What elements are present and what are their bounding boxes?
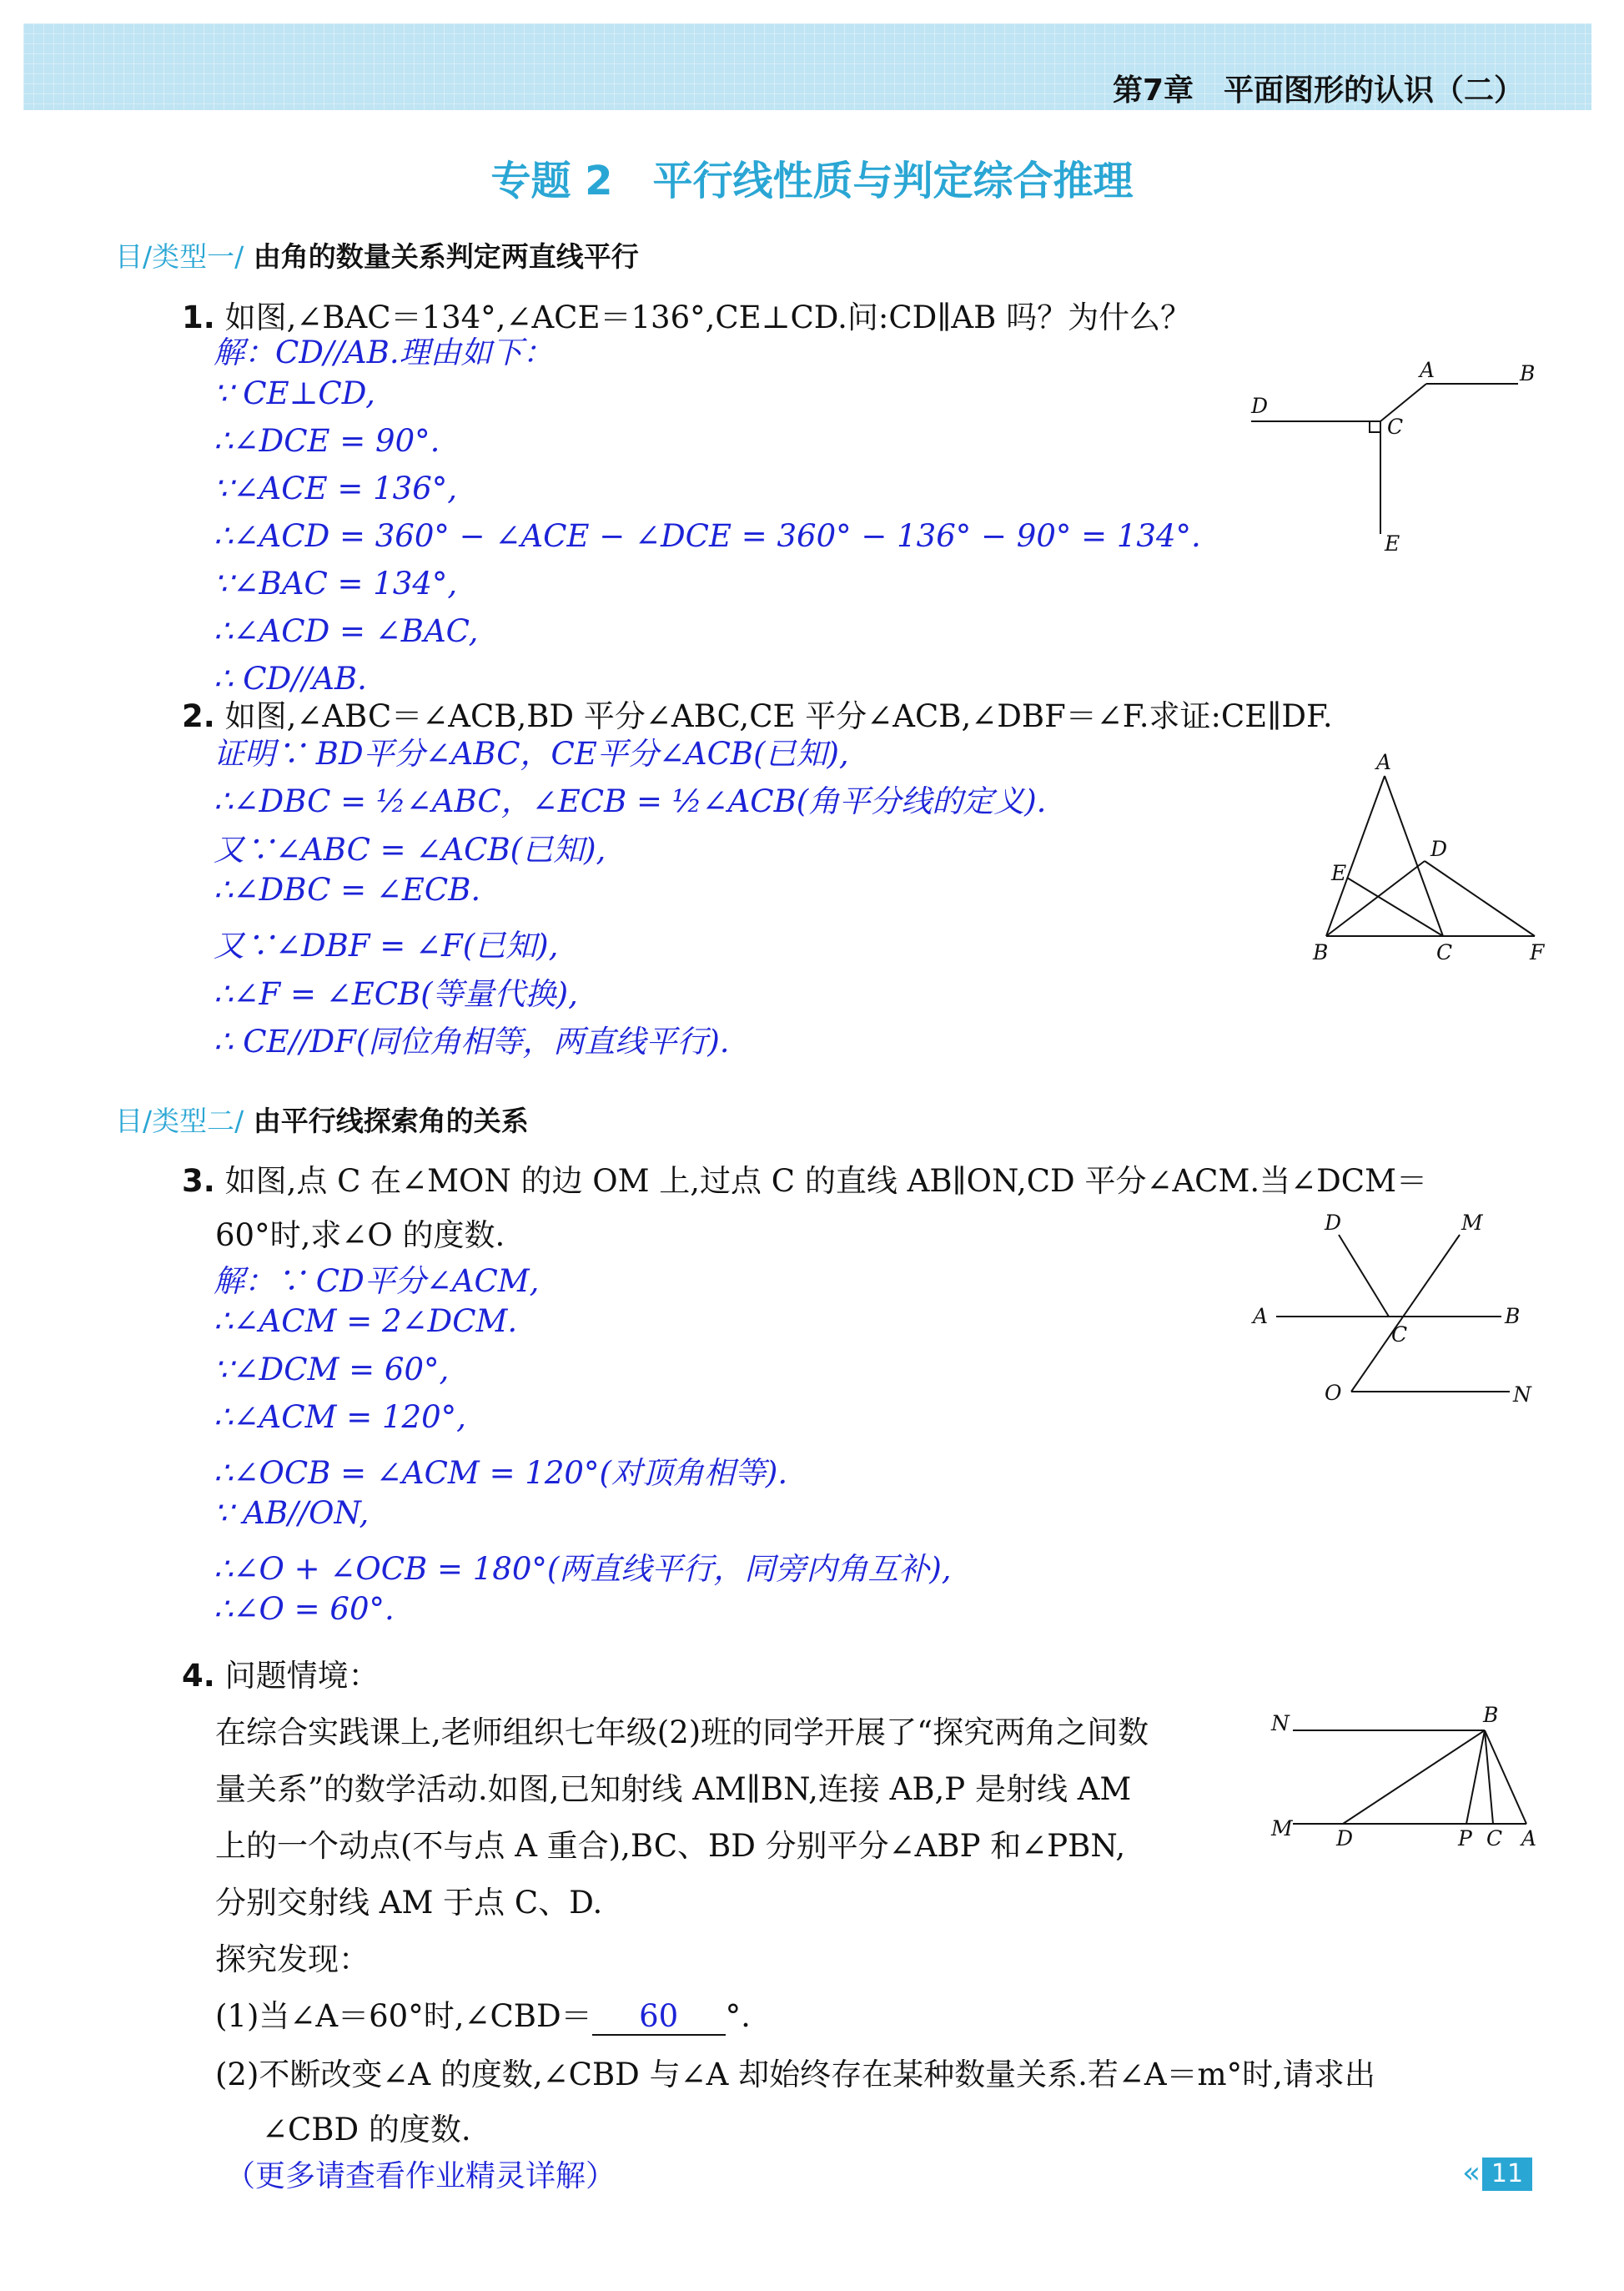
q3-question-line2: 60°时,求∠O 的度数. [215,1217,505,1253]
q4-text-line: 上的一个动点(不与点 A 重合),BC、BD 分别平分∠ABP 和∠PBN, [215,1828,1126,1864]
q4-label-m: M [1271,1816,1293,1840]
q1-right-angle-mark [1370,421,1380,432]
q3-label-b: B [1505,1304,1521,1328]
q3-label-n: N [1513,1382,1531,1407]
q1-label-b: B [1520,361,1536,385]
q1-label-a: A [1420,358,1435,382]
q1-answer-line: ∴∠ACD = ∠BAC, [214,613,479,649]
q3-label-a: A [1253,1304,1269,1328]
q2-answer-line: 证明∵ BD平分∠ABC，CE平分∠ACB(已知), [214,736,849,772]
q4-label-a: A [1521,1826,1537,1850]
q4-figure [1259,1702,1560,1852]
q3-number: 3. [182,1163,215,1199]
q1-label-e: E [1385,531,1400,556]
q3-answer-line: ∵∠DCM = 60°, [214,1352,450,1387]
q1-number: 1. [182,300,215,335]
q3-answer-line: ∴∠O = 60°. [214,1591,395,1627]
q4-text-line: 在综合实践课上,老师组织七年级(2)班的同学开展了“探究两角之间数 [215,1714,1149,1750]
q4-explore: 探究发现： [215,1941,370,1977]
double-chevron-icon: « [1461,2156,1481,2190]
q2-answer-line: ∴ CE//DF(同位角相等，两直线平行). [214,1024,730,1060]
q2-line-df [1425,861,1535,936]
q1-answer-line: ∴∠DCE = 90°. [214,423,440,459]
q3-line-cd [1339,1235,1389,1317]
q4-number: 4. [182,1658,215,1694]
q1-answer-line: ∴ CD//AB. [214,661,367,697]
q3-answer-line: ∵ AB//ON, [214,1495,370,1531]
q4-part1 [215,1991,751,2036]
q3-answer-line: ∴∠ACM = 120°, [214,1399,466,1435]
q4-part1-suffix: °. [725,1998,751,2034]
q2-answer-line: 又∵∠DBF = ∠F(已知), [214,928,559,964]
q1-answer-line: ∵∠BAC = 134°, [214,566,458,602]
q4-part1-answer: 60 [592,1998,726,2036]
q1-question-text: 如图,∠BAC＝134°,∠ACE＝136°,CE⊥CD.问:CD∥AB 吗？为什么？ [224,300,1192,335]
q2-answer-line: ∴∠DBC = ½∠ABC，∠ECB = ½∠ACB(角平分线的定义). [214,783,1047,819]
q4-label-c: C [1486,1826,1503,1850]
q2-label-c: C [1436,940,1453,964]
q2-line-ce [1347,878,1443,936]
q1-figure [1234,350,1543,559]
q3-label-o: O [1325,1381,1342,1405]
q3-answer-line: ∴∠OCB = ∠ACM = 120°(对顶角相等). [214,1455,788,1491]
q2-question-text: 如图,∠ABC＝∠ACB,BD 平分∠ABC,CE 平分∠ACB,∠DBF＝∠F.求证:CE∥DF. [224,698,1333,734]
q3-answer-line: ∴∠O + ∠OCB = 180°(两直线平行，同旁内角互补), [214,1551,952,1587]
q2-answer-line: ∴∠DBC = ∠ECB. [214,872,481,908]
q4-part1-prefix: (1)当∠A＝60°时,∠CBD＝ [215,1998,592,2034]
type2-title: 由平行线探索角的关系 [253,1105,529,1137]
q2-line-ab [1326,776,1385,936]
q2-number: 2. [182,698,215,734]
q4-part2-line1: (2)不断改变∠A 的度数,∠CBD 与∠A 却始终存在某种数量关系.若∠A＝m°时,请求出 [215,2057,1375,2092]
q4-label-n: N [1271,1711,1290,1735]
q4-line-bp [1466,1730,1485,1824]
q4-text-line: 量关系”的数学活动.如图,已知射线 AM∥BN,连接 AB,P 是射线 AM [215,1771,1132,1807]
q3-figure [1251,1210,1551,1418]
q2-label-f: F [1530,940,1545,964]
q1-answer-line: ∵∠ACE = 136°, [214,471,457,506]
q4-label-b: B [1483,1703,1499,1727]
q2-figure [1301,751,1568,968]
q4-label-d: D [1336,1826,1354,1850]
q2-label-b: B [1313,940,1329,964]
page-number: 11 [1482,2158,1532,2191]
q3-answer-line: 解：∵ CD平分∠ACM, [214,1263,540,1299]
type1-title: 由角的数量关系判定两直线平行 [253,240,639,273]
q2-answer-line: ∴∠F = ∠ECB(等量代换), [214,976,578,1012]
q3-label-c: C [1391,1322,1408,1347]
q3-label-m: M [1461,1211,1483,1235]
chapter-title: 第7章 平面图形的认识（二） [1112,73,1524,108]
q3-question-text: 如图,点 C 在∠MON 的边 OM 上,过点 C 的直线 AB∥ON,CD 平分∠ACM.当∠DCM＝ [224,1163,1428,1199]
type1-tag: 目/类型一/ [115,240,244,273]
q2-label-d: D [1430,837,1448,861]
q4-label-p: P [1458,1826,1472,1850]
q1-answer-line: ∴∠ACD = 360° − ∠ACE − ∠DCE = 360° − 136° − 90° = 134°. [214,518,1201,554]
q1-label-d: D [1251,394,1269,418]
more-details-link[interactable]: （更多请查看作业精灵详解） [225,2159,616,2193]
q1-label-c: C [1387,415,1404,439]
q1-answer-line: 解：CD//AB.理由如下： [214,335,554,370]
q4-line-bd [1343,1730,1485,1824]
q4-part2-line2: ∠CBD 的度数. [262,2112,471,2147]
q1-answer-line: ∵ CE⊥CD, [214,375,375,411]
q2-label-a: A [1376,751,1392,774]
type1-heading [115,235,639,274]
q4-heading-text: 问题情境： [224,1658,380,1694]
topic-title: 专题 2 平行线性质与判定综合推理 [490,158,1134,204]
q4-heading [182,1650,380,1695]
q3-answer-line: ∴∠ACM = 2∠DCM. [214,1303,518,1339]
q2-answer-line: 又∵∠ABC = ∠ACB(已知), [214,832,606,868]
q2-label-e: E [1331,861,1347,885]
q3-label-d: D [1325,1211,1342,1235]
q4-text-line: 分别交射线 AM 于点 C、D. [215,1885,603,1921]
q3-line-om [1351,1235,1460,1392]
type2-heading [115,1100,529,1139]
type2-tag: 目/类型二/ [115,1105,244,1137]
q3-question-line1 [182,1156,1427,1201]
